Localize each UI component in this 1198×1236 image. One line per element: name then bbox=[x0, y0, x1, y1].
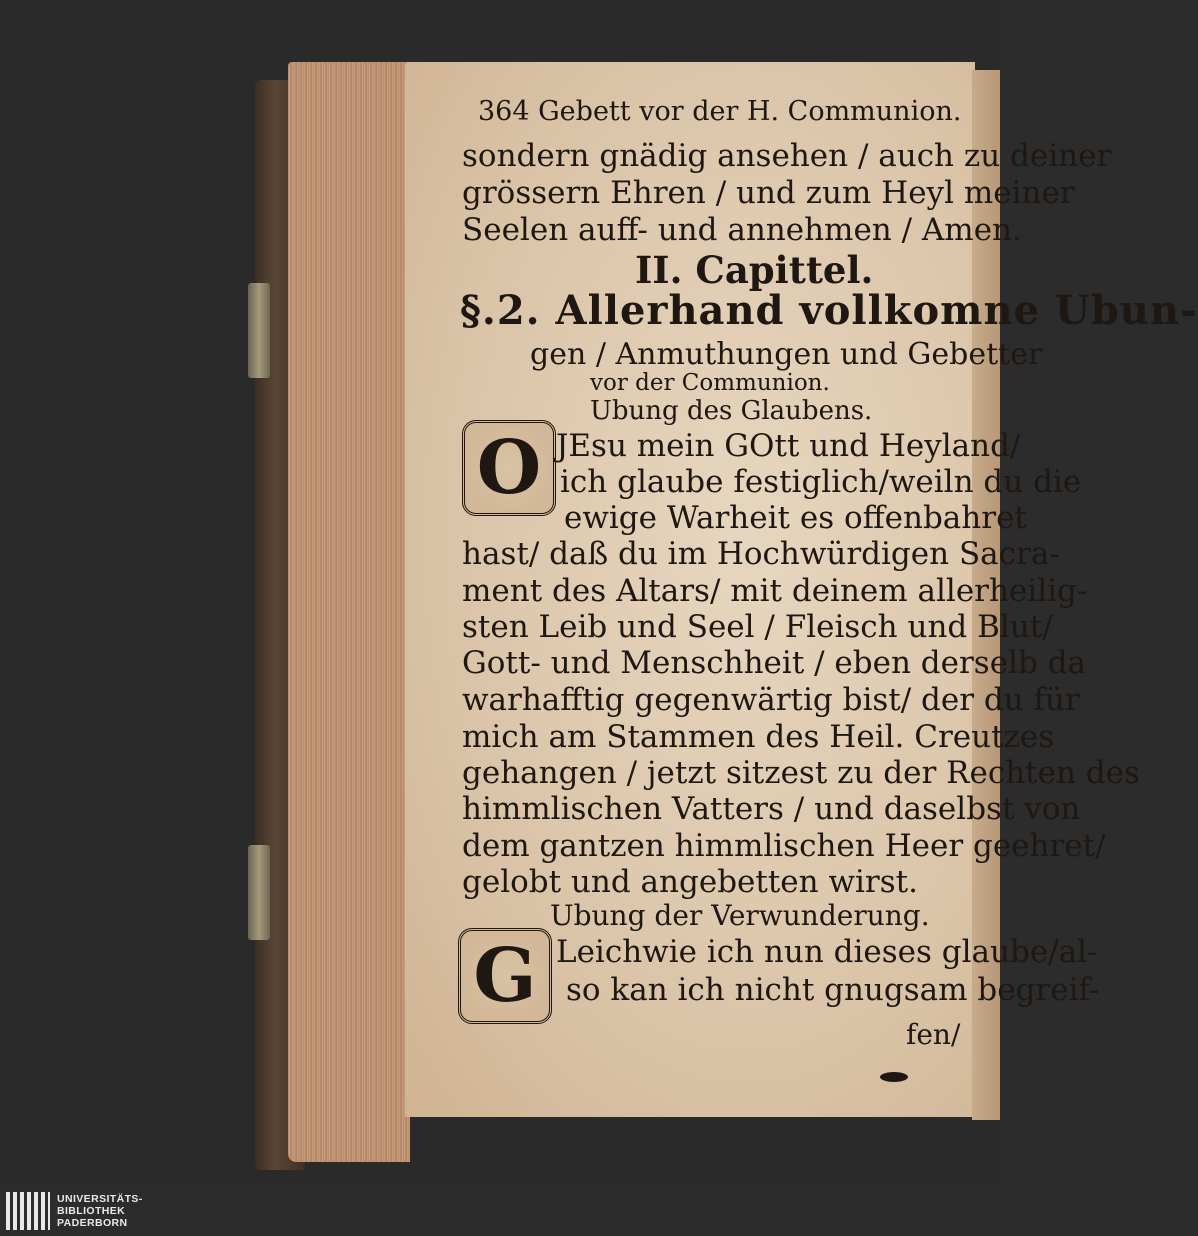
text-line: ich glaube festiglich/weiln du die bbox=[560, 464, 1082, 500]
text-line: gelobt und angebetten wirst. bbox=[462, 864, 918, 900]
subheading-faith: Ubung des Glaubens. bbox=[590, 396, 873, 426]
text-line: Leichwie ich nun dieses glaube/al- bbox=[556, 934, 1098, 970]
section-heading-line-3: vor der Communion. bbox=[590, 370, 830, 396]
text-line: himmlischen Vatters / und daselbst von bbox=[462, 791, 1081, 827]
decorated-initial-g: G bbox=[458, 928, 552, 1024]
text-line: JEsu mein GOtt und Heyland/ bbox=[556, 428, 1021, 464]
running-header: 364 Gebett vor der H. Communion. bbox=[478, 96, 962, 127]
decorated-initial-o: O bbox=[462, 420, 556, 516]
chapter-heading: II. Capittel. bbox=[635, 248, 874, 292]
footer-line-2: BIBLIOTHEK bbox=[57, 1205, 126, 1217]
page-edges bbox=[288, 62, 410, 1162]
text-line: hast/ daß du im Hochwürdigen Sacra- bbox=[462, 536, 1060, 572]
clasp-bottom-icon bbox=[248, 845, 270, 940]
clasp-top-icon bbox=[248, 283, 270, 378]
text-line: sondern gnädig ansehen / auch zu deiner bbox=[462, 138, 1112, 174]
text-line: grössern Ehren / und zum Heyl meiner bbox=[462, 175, 1075, 211]
section-heading-line-2: gen / Anmuthungen und Gebetter bbox=[530, 337, 1043, 372]
text-line: ewige Warheit es offenbahret bbox=[564, 500, 1027, 536]
footer bbox=[0, 1186, 1000, 1236]
footer-line-1: UNIVERSITÄTS- bbox=[57, 1193, 143, 1205]
text-line: so kan ich nicht gnugsam begreif- bbox=[566, 972, 1100, 1008]
text-line: Seelen auff- und annehmen / Amen. bbox=[462, 212, 1022, 248]
subheading-wonder: Ubung der Verwunderung. bbox=[550, 899, 930, 932]
text-line: Gott- und Menschheit / eben derselb da bbox=[462, 645, 1086, 681]
ink-blot bbox=[880, 1072, 908, 1082]
text-line: ment des Altars/ mit deinem allerheilig- bbox=[462, 573, 1088, 609]
text-line: dem gantzen himmlischen Heer geehret/ bbox=[462, 828, 1106, 864]
section-heading: §.2. Allerhand vollkomne Ubun- bbox=[460, 287, 1198, 334]
text-line: gehangen / jetzt sitzest zu der Rechten des bbox=[462, 755, 1140, 791]
catchword: fen/ bbox=[906, 1018, 961, 1051]
library-barcode-icon bbox=[6, 1192, 50, 1230]
text-line: mich am Stammen des Heil. Creutzes bbox=[462, 719, 1055, 755]
text-line: sten Leib und Seel / Fleisch und Blut/ bbox=[462, 609, 1053, 645]
text-line: warhafftig gegenwärtig bist/ der du für bbox=[462, 682, 1080, 718]
footer-line-3: PADERBORN bbox=[57, 1217, 128, 1229]
